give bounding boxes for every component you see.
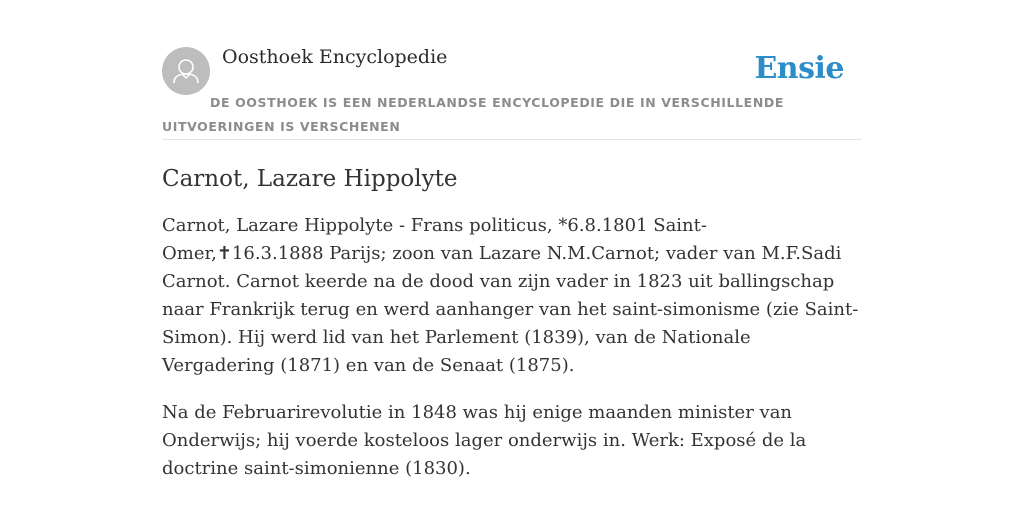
article-paragraph: Carnot, Lazare Hippolyte - Frans politicus, *6.8.1801 Saint-Omer,✝16.3.1888 Parijs; zoon van Lazare N.M.Carnot; vader van M.F.Sadi Carnot. Carnot keerde na de dood van zijn vader in 1823 uit ballingschap naar Frankrijk terug en werd aanhanger van het saint-simonisme (zie Saint-Simon). Hij werd lid van het Parlement (1839), van de Nationale Vergadering (1871) en van de Senaat (1875). — [162, 215, 859, 376]
user-icon — [162, 47, 210, 95]
source-header — [162, 44, 862, 140]
article-card — [162, 44, 862, 483]
source-tagline: DE OOSTHOEK IS EEN NEDERLANDSE ENCYCLOPEDIE DIE IN VERSCHILLENDE UITVOERINGEN IS VERSCHENEN — [162, 95, 784, 134]
article-content — [162, 140, 862, 483]
article-title: Carnot, Lazare Hippolyte — [162, 166, 458, 192]
source-name-link[interactable]: Oosthoek Encyclopedie — [222, 46, 448, 68]
article-paragraph: Na de Februarirevolutie in 1848 was hij enige maanden minister van Onderwijs; hij voerde kosteloos lager onderwijs in. Werk: Exposé de la doctrine saint-simonienne (1830). — [162, 402, 807, 479]
source-avatar[interactable] — [162, 47, 210, 95]
ensie-logo[interactable]: Ensie — [754, 51, 844, 86]
